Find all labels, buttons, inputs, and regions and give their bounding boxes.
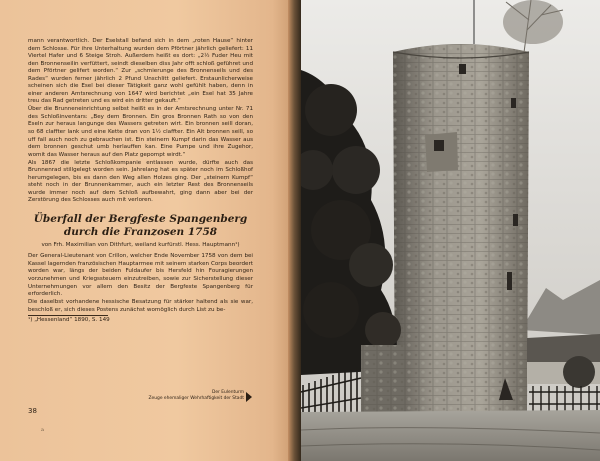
footnote-rule [28, 315, 108, 316]
heading-line-1: Überfall der Bergfeste Spangenberg [33, 212, 248, 225]
left-page [0, 0, 296, 461]
paragraph-besatzung: Die daselbst vorhandene hessische Besatzung für stärker haltend als sie war, beschloß er, sich dieses Postens zunächst womöglich durch List zu be- [28, 299, 253, 313]
tower-bartizan [425, 132, 458, 172]
photo-caption [128, 390, 244, 402]
heading-line-2: durch die Franzosen 1758 [63, 225, 218, 238]
page-mark: a [41, 427, 44, 433]
author-byline: von Frh. Maximilian von Dithfurt, weiland kurfürstl. Hess. Hauptmann¹) [41, 241, 240, 248]
bush [563, 356, 595, 388]
text-column [28, 38, 253, 324]
footnote: ¹) „Hessenland“ 1890, S. 149 [28, 316, 110, 323]
tower-window [511, 98, 516, 108]
tower-window [513, 214, 518, 226]
paragraph-brunneneinrichtung: Über die Brunneneinrichtung selbst heißt es in der Amtsrechnung unter Nr. 71 des Schloßinventars: „Bey dem Bronnen. Ein gros Bronnen Rath so von den Eseln zur heraus langunge des Wassers getreten wirt. Ein bronnen seill doran, so 68 claffter lank und eine Kette dran von 1½ claffter. Ein Alt bronnen seill, so uff fall auch noch zu gebrauchen ist. Ein steinern Kumpf darin das Wasser aus dem bronnen geschut umb herlauffen kan. Eine Pumpe und ihre Zugehor, womit das Wasser heraus auf den Platz gepompt wirdt.“ [28, 106, 253, 158]
tower-window [459, 64, 466, 74]
tower-window [507, 272, 512, 290]
page-number: 38 [28, 407, 37, 415]
caption-subtitle: Zeuge ehemaliger Wehrhaftigkeit der Stadt [148, 396, 244, 402]
right-page-photo [301, 0, 600, 461]
book-gutter [288, 0, 302, 461]
tower-photo [301, 0, 600, 461]
ground [301, 410, 600, 461]
paragraph-crillon: Der General-Lieutenant von Crillon, welcher Ende November 1758 von dem bei Kassel lagernden französischen Hauptarmee mit seinem starken Corps beordert worden war, längs der beiden Fuldaufer bis Hersfeld hin Fouragierungen vorzunehmen und Kriegssteuern einzutreiben, sowie zur Sicherstellung dieser Unternehmungen vor allem den Besitz der Bergfeste Spangenberg für erforderlich. [28, 253, 253, 298]
paragraph-eselstall: mann verantwortlich. Der Eselstall befand sich in dem „roten Hause“ hinter dem Schlosse. Für ihre Unterhaltung wurden dem Pförtner jährlich geliefert: 11 Viertel Hafer und 6 Steige Stroh. Außerdem heißt es dort: „2½ Fuder Heu mit den Bronnenseilin verfüttert, seindt dieselben diss Jahr offt schloß geführet und dem Pförtner gelifert worden.“ Zur „schmierunge des Bronnenseils und des Rades“ wurden ferner jährlich 2 Pfund Unschlitt geliefert. Erstaunlicherweise scheinen sich die Esel bei dieser Tätigkeit ganz wohl gefühlt haben, denn in einer anderen Amtsrechnung von 1647 wird berichtet „ein Esel hat 35 Jahre treu das Rad getreten und es wird ein dritter gekauft.“ [28, 38, 253, 105]
section-heading [28, 213, 253, 239]
paragraph-schlosskompanie: Als 1867 die letzte Schloßkompanie entlassen wurde, dürfte auch das Brunnenrad stillgelegt worden sein. Jahrelang hat es später noch im Schloßhof herumgelegen, bis es dann den Weg allen Holzes ging. Der „steinern Kumpf“ steht noch in der Brunnenkammer, auch ein letzter Rest des Bronnenseils wurde immer noch auf dem Schloß aufbewahrt, ging dann aber bei der Zerstörung des Schlosses auch mit verloren. [28, 159, 253, 204]
eulenturm-tower [393, 44, 529, 412]
caption-arrow-icon [246, 392, 252, 402]
caption-title: Der Eulenturm [211, 390, 244, 395]
